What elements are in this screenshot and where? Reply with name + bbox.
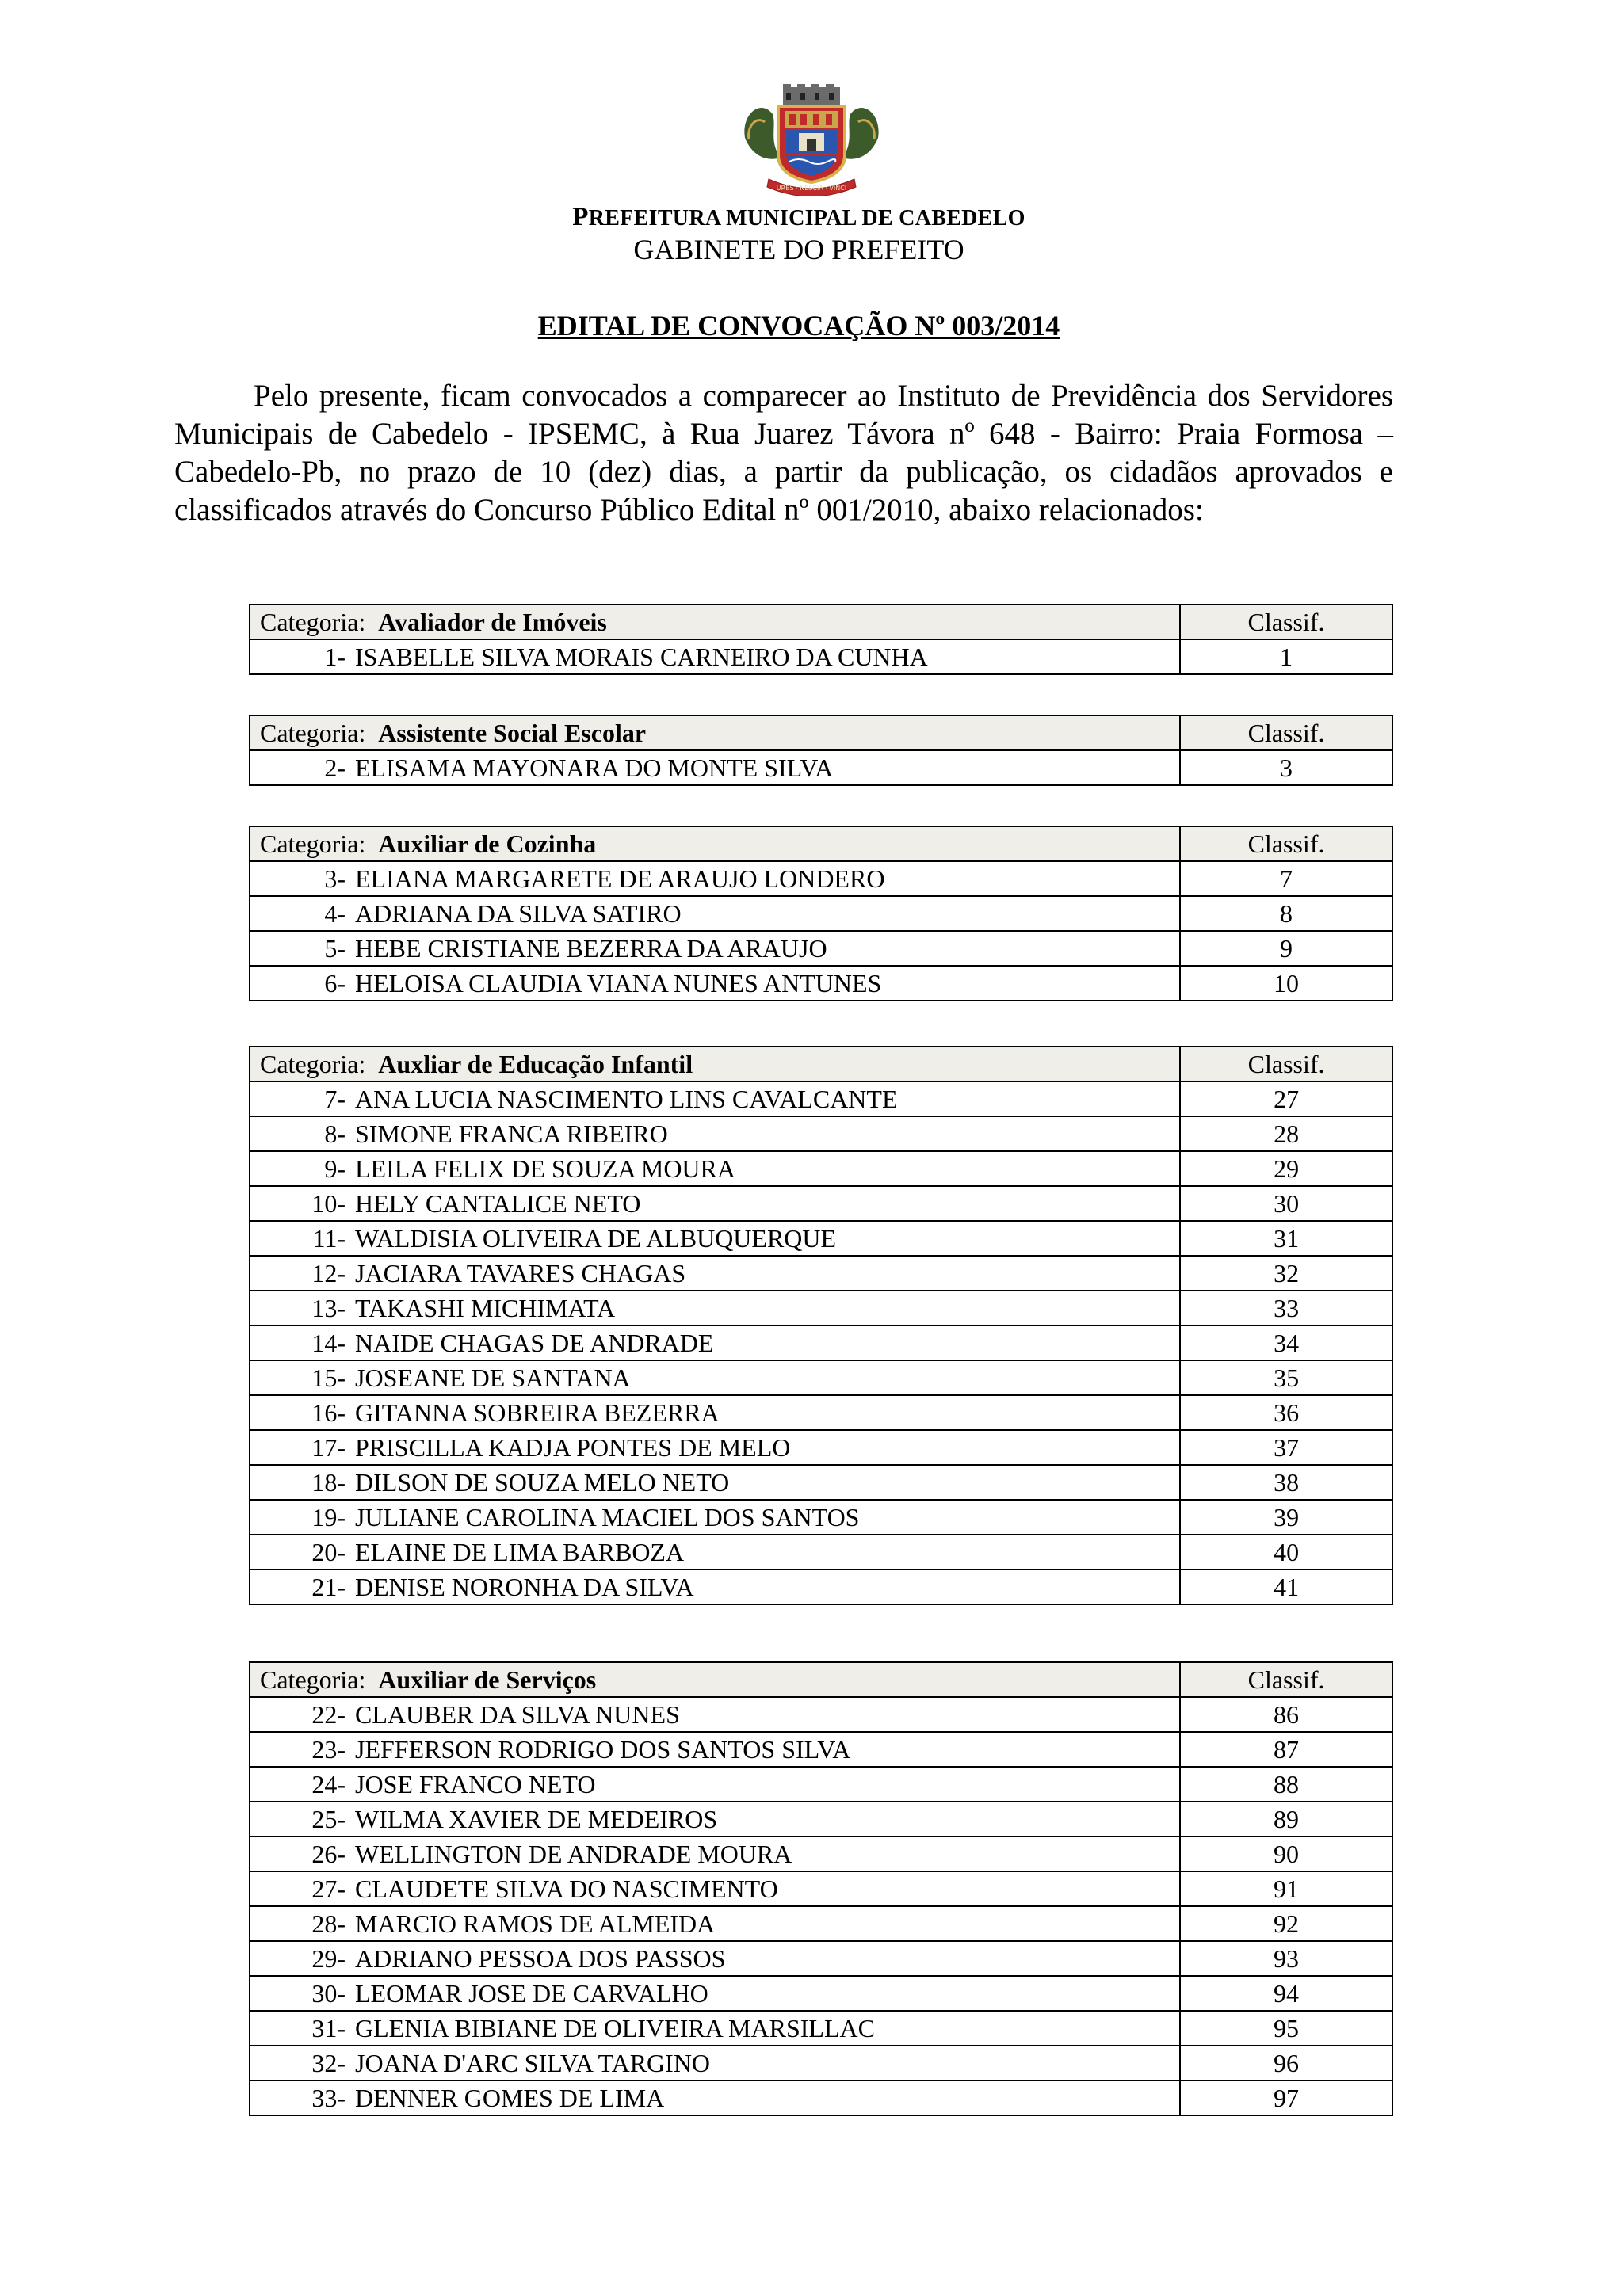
candidate-classif: 38 <box>1180 1465 1392 1500</box>
table-header-row <box>250 715 1392 750</box>
candidate-number: 10- <box>311 1189 346 1218</box>
candidate-number: 16- <box>311 1398 346 1427</box>
candidate-classif: 93 <box>1180 1941 1392 1976</box>
candidate-cell <box>250 1221 1180 1256</box>
candidate-cell <box>250 1325 1180 1360</box>
candidate-classif: 8 <box>1180 896 1392 931</box>
candidate-number: 12- <box>311 1259 346 1287</box>
table-row <box>250 1906 1392 1941</box>
candidate-name: JACIARA TAVARES CHAGAS <box>355 1259 686 1287</box>
candidate-cell <box>250 1836 1180 1871</box>
candidate-name: DENNER GOMES DE LIMA <box>355 2084 665 2112</box>
candidate-cell <box>250 1976 1180 2011</box>
candidate-name: CLAUDETE SILVA DO NASCIMENTO <box>355 1875 778 1903</box>
candidate-classif: 37 <box>1180 1430 1392 1465</box>
candidate-cell <box>250 1116 1180 1151</box>
coat-of-arms-icon <box>737 82 886 196</box>
category-cell <box>250 715 1180 750</box>
candidate-classif: 97 <box>1180 2081 1392 2115</box>
category-name: Auxiliar de Serviços <box>378 1665 597 1694</box>
candidate-number: 19- <box>311 1503 346 1531</box>
table-row <box>250 966 1392 1001</box>
candidate-name: MARCIO RAMOS DE ALMEIDA <box>355 1909 716 1938</box>
candidate-classif: 89 <box>1180 1802 1392 1836</box>
table-row <box>250 1836 1392 1871</box>
classif-header: Classif. <box>1180 1047 1392 1081</box>
candidate-cell <box>250 1081 1180 1116</box>
candidate-name: DENISE NORONHA DA SILVA <box>355 1573 694 1601</box>
candidate-number: 25- <box>311 1805 346 1833</box>
candidate-classif: 34 <box>1180 1325 1392 1360</box>
candidate-number: 26- <box>311 1840 346 1868</box>
category-table <box>249 604 1393 675</box>
table-row <box>250 2046 1392 2081</box>
category-table <box>249 826 1393 1001</box>
candidate-cell <box>250 1395 1180 1430</box>
table-row <box>250 1802 1392 1836</box>
table-row <box>250 1976 1392 2011</box>
candidate-classif: 29 <box>1180 1151 1392 1186</box>
candidate-name: GITANNA SOBREIRA BEZERRA <box>355 1398 720 1427</box>
candidate-number: 21- <box>311 1573 346 1601</box>
classif-header: Classif. <box>1180 715 1392 750</box>
table-row <box>250 750 1392 785</box>
classif-header: Classif. <box>1180 1662 1392 1697</box>
candidate-number: 24- <box>311 1770 346 1798</box>
candidate-cell <box>250 1802 1180 1836</box>
candidate-cell <box>250 1291 1180 1325</box>
candidate-cell <box>250 1465 1180 1500</box>
edital-title: EDITAL DE CONVOCAÇÃO Nº 003/2014 <box>537 310 1060 341</box>
candidate-name: CLAUBER DA SILVA NUNES <box>355 1700 680 1729</box>
candidate-cell <box>250 1360 1180 1395</box>
candidate-classif: 30 <box>1180 1186 1392 1221</box>
category-cell <box>250 605 1180 639</box>
table-row <box>250 2011 1392 2046</box>
table-row <box>250 1325 1392 1360</box>
svg-text:URBS · NESCIA · VINCI: URBS · NESCIA · VINCI <box>776 185 847 192</box>
table-row <box>250 1500 1392 1535</box>
candidate-number: 23- <box>311 1735 346 1764</box>
candidate-name: WALDISIA OLIVEIRA DE ALBUQUERQUE <box>355 1224 837 1253</box>
candidate-classif: 3 <box>1180 750 1392 785</box>
candidate-number: 22- <box>311 1700 346 1729</box>
candidate-number: 7- <box>324 1085 346 1113</box>
candidate-cell <box>250 931 1180 966</box>
candidate-name: DILSON DE SOUZA MELO NETO <box>355 1468 730 1497</box>
candidate-classif: 32 <box>1180 1256 1392 1291</box>
table-row <box>250 1732 1392 1767</box>
candidate-classif: 36 <box>1180 1395 1392 1430</box>
category-name: Auxliar de Educação Infantil <box>378 1050 693 1078</box>
candidate-name: SIMONE FRANCA RIBEIRO <box>355 1119 668 1148</box>
candidate-classif: 33 <box>1180 1291 1392 1325</box>
table-row <box>250 639 1392 674</box>
table-row <box>250 1360 1392 1395</box>
table-row <box>250 1569 1392 1604</box>
category-table <box>249 715 1393 786</box>
candidate-number: 11- <box>312 1224 346 1253</box>
categoria-label: Categoria: <box>260 1050 372 1078</box>
categoria-label: Categoria: <box>260 1665 372 1694</box>
table-row <box>250 1941 1392 1976</box>
table-row <box>250 1430 1392 1465</box>
candidate-number: 5- <box>324 934 346 963</box>
candidate-classif: 1 <box>1180 639 1392 674</box>
candidate-cell <box>250 2011 1180 2046</box>
candidate-name: ELISAMA MAYONARA DO MONTE SILVA <box>355 753 834 782</box>
table-row <box>250 1221 1392 1256</box>
candidate-cell <box>250 750 1180 785</box>
category-table <box>249 1046 1393 1605</box>
candidate-name: ISABELLE SILVA MORAIS CARNEIRO DA CUNHA <box>355 643 928 671</box>
candidate-number: 17- <box>311 1433 346 1462</box>
candidate-name: JOANA D'ARC SILVA TARGINO <box>355 2049 711 2077</box>
table-row <box>250 1767 1392 1802</box>
table-row <box>250 861 1392 896</box>
categoria-label: Categoria: <box>260 719 372 747</box>
table-row <box>250 1291 1392 1325</box>
candidate-classif: 91 <box>1180 1871 1392 1906</box>
table-row <box>250 1395 1392 1430</box>
candidate-cell <box>250 1697 1180 1732</box>
candidate-classif: 10 <box>1180 966 1392 1001</box>
candidate-name: JEFFERSON RODRIGO DOS SANTOS SILVA <box>355 1735 851 1764</box>
candidate-name: NAIDE CHAGAS DE ANDRADE <box>355 1329 714 1357</box>
candidate-classif: 40 <box>1180 1535 1392 1569</box>
candidate-cell <box>250 1871 1180 1906</box>
candidate-name: ELAINE DE LIMA BARBOZA <box>355 1538 685 1566</box>
candidate-name: ANA LUCIA NASCIMENTO LINS CAVALCANTE <box>355 1085 898 1113</box>
candidate-classif: 7 <box>1180 861 1392 896</box>
candidate-cell <box>250 966 1180 1001</box>
prefeitura-heading: PREFEITURA MUNICIPAL DE CABEDELO <box>572 203 1025 231</box>
candidate-classif: 94 <box>1180 1976 1392 2011</box>
category-name: Avaliador de Imóveis <box>378 608 607 636</box>
table-row <box>250 931 1392 966</box>
candidate-classif: 88 <box>1180 1767 1392 1802</box>
candidate-classif: 86 <box>1180 1697 1392 1732</box>
table-row <box>250 2081 1392 2115</box>
candidate-name: ADRIANA DA SILVA SATIRO <box>355 899 682 928</box>
candidate-number: 29- <box>311 1944 346 1973</box>
candidate-cell <box>250 2046 1180 2081</box>
candidate-number: 27- <box>311 1875 346 1903</box>
categoria-label: Categoria: <box>260 608 372 636</box>
table-row <box>250 1116 1392 1151</box>
candidate-cell <box>250 1186 1180 1221</box>
intro-paragraph: Pelo presente, ficam convocados a comparecer ao Instituto de Previdência dos Servidores Municipais de Cabedelo - IPSEMC, à Rua Juarez Távora nº 648 - Bairro: Praia Formosa – Cabedelo-Pb, no prazo de 10 (dez) dias, a partir da publicação, os cidadãos aprovados e classificados através do Concurso Público Edital nº 001/2010, abaixo relacionados: <box>174 379 1393 527</box>
candidate-cell <box>250 1732 1180 1767</box>
candidate-cell <box>250 896 1180 931</box>
candidate-name: WELLINGTON DE ANDRADE MOURA <box>355 1840 792 1868</box>
candidate-name: TAKASHI MICHIMATA <box>355 1294 616 1322</box>
candidate-name: JOSE FRANCO NETO <box>355 1770 596 1798</box>
table-row <box>250 1081 1392 1116</box>
candidate-number: 28- <box>311 1909 346 1938</box>
candidate-classif: 27 <box>1180 1081 1392 1116</box>
candidate-cell <box>250 1256 1180 1291</box>
category-name: Auxiliar de Cozinha <box>378 830 597 858</box>
candidate-cell <box>250 1500 1180 1535</box>
candidate-classif: 39 <box>1180 1500 1392 1535</box>
candidate-cell <box>250 1430 1180 1465</box>
candidate-classif: 87 <box>1180 1732 1392 1767</box>
candidate-number: 9- <box>324 1154 346 1183</box>
category-cell <box>250 1047 1180 1081</box>
candidate-classif: 92 <box>1180 1906 1392 1941</box>
candidate-name: ADRIANO PESSOA DOS PASSOS <box>355 1944 726 1973</box>
candidate-classif: 9 <box>1180 931 1392 966</box>
classif-header: Classif. <box>1180 605 1392 639</box>
candidate-name: GLENIA BIBIANE DE OLIVEIRA MARSILLAC <box>355 2014 875 2042</box>
gabinete-heading: GABINETE DO PREFEITO <box>633 234 964 265</box>
table-header-row <box>250 1047 1392 1081</box>
classif-header: Classif. <box>1180 826 1392 861</box>
candidate-classif: 31 <box>1180 1221 1392 1256</box>
table-row <box>250 1535 1392 1569</box>
candidate-classif: 95 <box>1180 2011 1392 2046</box>
categoria-label: Categoria: <box>260 830 372 858</box>
table-row <box>250 896 1392 931</box>
candidate-cell <box>250 1767 1180 1802</box>
candidate-name: JOSEANE DE SANTANA <box>355 1363 631 1392</box>
candidate-cell <box>250 1569 1180 1604</box>
candidate-number: 13- <box>311 1294 346 1322</box>
candidate-name: PRISCILLA KADJA PONTES DE MELO <box>355 1433 791 1462</box>
table-row <box>250 1697 1392 1732</box>
candidate-number: 2- <box>324 753 346 782</box>
candidate-number: 3- <box>324 864 346 893</box>
table-row <box>250 1871 1392 1906</box>
candidate-name: HEBE CRISTIANE BEZERRA DA ARAUJO <box>355 934 827 963</box>
table-row <box>250 1256 1392 1291</box>
candidate-cell <box>250 861 1180 896</box>
candidate-number: 1- <box>324 643 346 671</box>
candidate-classif: 90 <box>1180 1836 1392 1871</box>
candidate-cell <box>250 1941 1180 1976</box>
candidate-classif: 35 <box>1180 1360 1392 1395</box>
candidate-number: 8- <box>324 1119 346 1148</box>
candidate-number: 14- <box>311 1329 346 1357</box>
candidate-name: JULIANE CAROLINA MACIEL DOS SANTOS <box>355 1503 860 1531</box>
candidate-cell <box>250 1535 1180 1569</box>
candidate-name: LEOMAR JOSE DE CARVALHO <box>355 1979 708 2008</box>
candidate-number: 30- <box>311 1979 346 2008</box>
candidate-number: 32- <box>311 2049 346 2077</box>
candidate-number: 4- <box>324 899 346 928</box>
candidate-name: LEILA FELIX DE SOUZA MOURA <box>355 1154 735 1183</box>
candidate-classif: 96 <box>1180 2046 1392 2081</box>
table-header-row <box>250 826 1392 861</box>
candidate-number: 6- <box>324 969 346 997</box>
candidate-name: ELIANA MARGARETE DE ARAUJO LONDERO <box>355 864 885 893</box>
candidate-number: 15- <box>311 1363 346 1392</box>
candidate-cell <box>250 1151 1180 1186</box>
candidate-number: 18- <box>311 1468 346 1497</box>
category-table <box>249 1661 1393 2116</box>
table-row <box>250 1465 1392 1500</box>
candidate-name: HELOISA CLAUDIA VIANA NUNES ANTUNES <box>355 969 882 997</box>
candidate-name: WILMA XAVIER DE MEDEIROS <box>355 1805 718 1833</box>
candidate-number: 31- <box>311 2014 346 2042</box>
candidate-name: HELY CANTALICE NETO <box>355 1189 641 1218</box>
table-header-row <box>250 605 1392 639</box>
category-cell <box>250 826 1180 861</box>
candidate-classif: 41 <box>1180 1569 1392 1604</box>
candidate-cell <box>250 639 1180 674</box>
category-name: Assistente Social Escolar <box>378 719 647 747</box>
table-row <box>250 1151 1392 1186</box>
candidate-cell <box>250 1906 1180 1941</box>
table-header-row <box>250 1662 1392 1697</box>
candidate-cell <box>250 2081 1180 2115</box>
table-row <box>250 1186 1392 1221</box>
category-cell <box>250 1662 1180 1697</box>
candidate-number: 33- <box>311 2084 346 2112</box>
candidate-classif: 28 <box>1180 1116 1392 1151</box>
candidate-number: 20- <box>311 1538 346 1566</box>
